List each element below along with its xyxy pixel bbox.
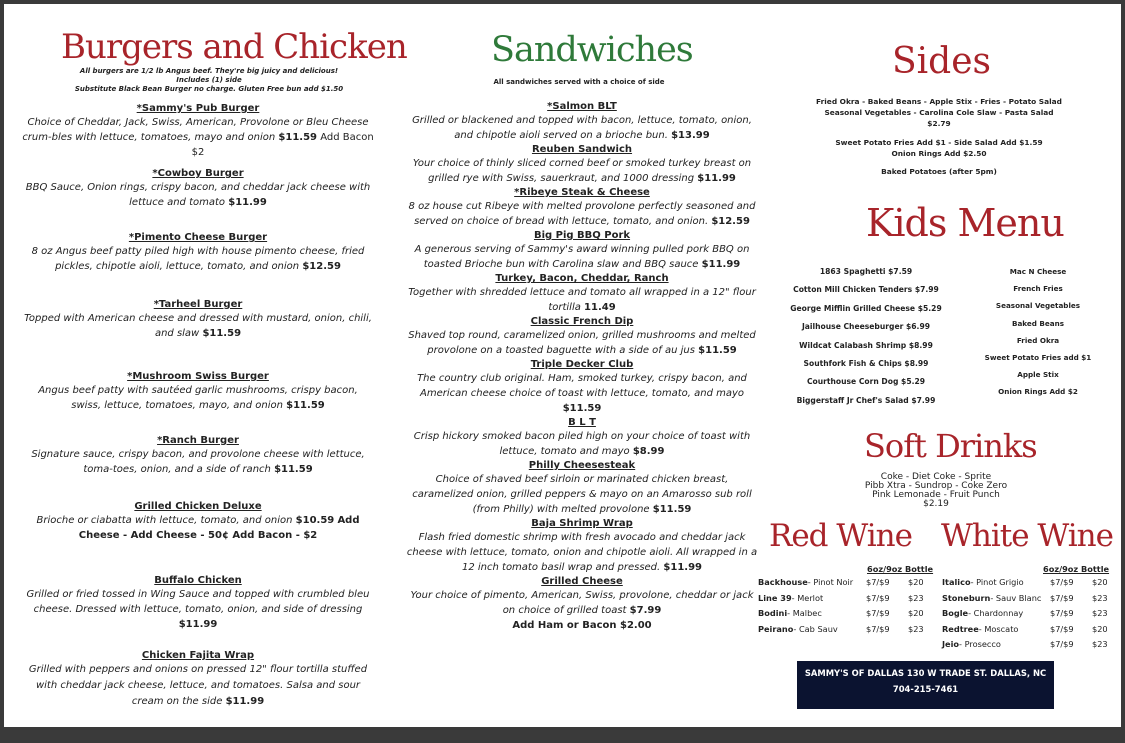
red-wine-header: 6oz/9oz Bottle (867, 564, 934, 574)
item-name: Big Pig BBQ Pork (533, 230, 631, 241)
list-item: Cotton Mill Chicken Tenders $7.99 (793, 285, 939, 295)
item-name: *Ribeye Steak & Cheese (514, 187, 650, 198)
item-name: Turkey, Bacon, Cheddar, Ranch (495, 273, 669, 284)
sides-title: Sides (892, 41, 991, 82)
item-price: $11.99 (701, 259, 741, 270)
item-price: $11.99 (178, 619, 218, 630)
item-description: Grilled with peppers and onions on pressed 12" flour tortilla stuffed with cheddar jack cheese, lettuce, and tomatoes. Salsa and sour cream on the side $11.99 (28, 664, 368, 707)
table-row: Peirano- Cab Sauv $7/$9 $23 (758, 623, 924, 634)
red-wine-table (758, 575, 926, 637)
item-price: $12.59 (711, 216, 750, 227)
item-addon: Add Bacon $2 (191, 132, 374, 158)
item-price: $11.99 (663, 562, 702, 573)
item-price: $12.59 (302, 261, 341, 272)
list-item: Jailhouse Cheeseburger $6.99 (801, 322, 931, 332)
menu-page (4, 4, 1121, 727)
item-description: Choice of Cheddar, Jack, Swiss, American, Provolone or Bleu Cheese crum-bles with lettuce, tomatoes, mayo and onion $11.59 Add Bacon $2 (22, 117, 374, 158)
white-wine-title: White Wine (941, 518, 1113, 554)
list-item: Wildcat Calabash Shrimp $8.99 (799, 340, 933, 350)
sides-list: Fried Okra - Baked Beans - Apple Stix - Fries - Potato Salad Seasonal Vegetables - Carolina Cole Slaw - Pasta Salad $2.79 (816, 97, 1062, 128)
table-row: Italico- Pinot Grigio $7/$9 $20 (942, 577, 1108, 587)
item-name: Grilled Chicken Deluxe (134, 501, 262, 512)
item-description: The country club original. Ham, smoked turkey, crispy bacon, and American cheese choice of toast with lettuce, tomato, and mayo $11.59 (417, 373, 747, 414)
menu-item (22, 231, 374, 274)
item-description: BBQ Sauce, Onion rings, crispy bacon, and cheddar jack cheese with lettuce and tomato $11.99 (25, 182, 371, 208)
item-name: Reuben Sandwich (531, 144, 633, 155)
white-wine-table (942, 575, 1110, 653)
item-price: $11.59 (278, 132, 318, 143)
item-name: Buffalo Chicken (154, 575, 242, 586)
item-description: A generous serving of Sammy's award winning pulled pork BBQ on toasted Brioche bun with Carolina slaw and BBQ sauce $11.99 (414, 244, 750, 270)
item-price: $11.99 (697, 173, 736, 184)
item-description: Flash fried domestic shrimp with fresh avocado and cheddar jack cheese with lettuce, tomato, onion and chipotle aioli. All wrapped in a 12 inch tomato basil wrap and pressed. $11.99 (406, 532, 758, 573)
table-row: Bogle- Chardonnay $7/$9 $23 (942, 608, 1108, 619)
item-name: Chicken Fajita Wrap (141, 650, 255, 661)
item-description: Crisp hickory smoked bacon piled high on your choice of toast with lettuce, tomato and mayo $8.99 (413, 431, 751, 457)
item-description: Signature sauce, crispy bacon, and provolone cheese with lettuce, toma-toes, onion, and a side of ranch $11.59 (31, 449, 365, 475)
list-item: Apple Stix (1017, 370, 1059, 380)
list-item: Sweet Potato Fries add $1 (984, 353, 1092, 363)
item-description: Grilled or blackened and topped with bacon, lettuce, tomato, onion, and chipotle aioli served on a brioche bun. $13.99 (412, 115, 752, 141)
item-description: Topped with American cheese and dressed with mustard, onion, chili, and slaw $11.59 (24, 313, 372, 339)
list-item: George Mifflin Grilled Cheese $5.29 (790, 303, 942, 313)
white-wine-header: 6oz/9oz Bottle (1043, 564, 1110, 574)
sandwich-addon: Add Ham or Bacon $2.00 (512, 620, 652, 631)
sides-baked-potatoes: Baked Potatoes (after 5pm) (881, 167, 997, 176)
sandwiches-note: All sandwiches served with a choice of side (493, 78, 665, 86)
item-description: Choice of shaved beef sirloin or marinated chicken breast, caramelized onion, grilled peppers & mayo on an Amarosso sub roll (from Philly) with melted provolone $11.59 (412, 474, 752, 515)
burgers-note: All burgers are 1/2 lb Angus beef. They're big juicy and delicious! Includes (1) side Substitute Black Bean Burger no charge. Gluten Free bun add $1.50 (74, 67, 344, 93)
item-description: 8 oz Angus beef patty piled high with house pimento cheese, fried pickles, chipotle aioli, lettuce, tomato, and onion $12.59 (31, 246, 365, 272)
item-price: $13.99 (671, 130, 710, 141)
item-price: 11.49 (584, 302, 616, 313)
item-name: Classic French Dip (530, 316, 634, 327)
item-name: *Mushroom Swiss Burger (127, 371, 269, 382)
item-description: Together with shredded lettuce and tomato all wrapped in a 12" flour tortilla 11.49 (408, 287, 756, 313)
restaurant-info-banner (797, 661, 1054, 709)
item-price: $11.59 (202, 328, 242, 339)
item-description: Brioche or ciabatta with lettuce, tomato, and onion $10.59 Add Cheese - Add Cheese - 50¢ Add Bacon - $2 (36, 515, 360, 541)
table-row: Bodini- Malbec $7/$9 $20 (758, 608, 924, 619)
restaurant-address: SAMMY'S OF DALLAS 130 W TRADE ST. DALLAS, NC (804, 668, 1047, 678)
item-description: 8 oz house cut Ribeye with melted provolone perfectly seasoned and served on choice of bread with lettuce, tomato, and onion. $12.59 (408, 201, 756, 227)
menu-item (22, 434, 374, 477)
menu-item (22, 649, 374, 710)
table-row: Backhouse- Pinot Noir $7/$9 $20 (758, 577, 924, 587)
item-description: Your choice of thinly sliced corned beef or smoked turkey breast on grilled rye with Swiss, sauerkraut, and 1000 dressing $11.99 (412, 158, 752, 184)
item-price: $11.99 (228, 197, 267, 208)
item-price: $11.59 (698, 345, 737, 356)
list-item: French Fries (1013, 284, 1063, 294)
item-name: *Salmon BLT (547, 101, 617, 112)
list-item: 1863 Spaghetti $7.59 (819, 267, 913, 276)
item-price: $11.59 (286, 400, 325, 411)
list-item: Courthouse Corn Dog $5.29 (806, 377, 926, 387)
list-item: Baked Beans (1011, 318, 1065, 328)
item-price: $8.99 (632, 446, 665, 457)
soft-drinks-title: Soft Drinks (864, 427, 1037, 465)
list-item: Mac N Cheese (1009, 267, 1067, 276)
item-price: $10.59 (295, 515, 335, 526)
menu-item (22, 500, 374, 543)
kids-menu-title: Kids Menu (866, 201, 1064, 245)
item-name: *Sammy's Pub Burger (136, 103, 260, 114)
soft-drinks-list: Coke - Diet Coke - Sprite Pibb Xtra - Sundrop - Coke Zero Pink Lemonade - Fruit Punch $2.19 (864, 472, 1008, 509)
item-price: $11.59 (562, 403, 602, 414)
item-price: $11.99 (225, 696, 265, 707)
item-name: *Tarheel Burger (153, 299, 243, 310)
item-name: Triple Decker Club (530, 359, 634, 370)
menu-item (22, 574, 374, 632)
list-item: Seasonal Vegetables (995, 301, 1081, 311)
sandwiches-title: Sandwiches (491, 30, 693, 70)
item-price: $7.99 (629, 605, 662, 616)
item-price: $11.59 (274, 464, 313, 475)
item-description: Angus beef patty with sautéed garlic mushrooms, crispy bacon, swiss, lettuce, tomatoes, mayo, and onion $11.59 (38, 385, 358, 411)
kids-entrees (776, 263, 956, 410)
item-description: Shaved top round, caramelized onion, grilled mushrooms and melted provolone on a toasted baguette with a side of au jus $11.59 (408, 330, 756, 356)
kids-sides (972, 263, 1104, 401)
item-name: Grilled Cheese (541, 576, 623, 587)
menu-item (22, 167, 374, 210)
item-name: *Cowboy Burger (152, 168, 244, 179)
item-description: Your choice of pimento, American, Swiss, provolone, cheddar or jack on choice of grilled toast $7.99 (410, 590, 754, 616)
menu-item (22, 370, 374, 413)
item-name: B L T (568, 417, 596, 428)
list-item: Southfork Fish & Chips $8.99 (803, 359, 929, 369)
restaurant-phone: 704-215-7461 (892, 684, 959, 694)
sandwiches-list (406, 100, 758, 633)
table-row: Line 39- Merlot $7/$9 $23 (758, 592, 924, 603)
item-name: *Pimento Cheese Burger (128, 232, 268, 243)
list-item: Fried Okra (1016, 335, 1060, 345)
item-price: $11.59 (652, 504, 692, 515)
menu-item (22, 298, 374, 341)
red-wine-title: Red Wine (769, 518, 912, 554)
item-name: Baja Shrimp Wrap (531, 518, 633, 529)
table-row: Jeio- Prosecco $7/$9 $23 (942, 639, 1108, 650)
item-description: Grilled or fried tossed in Wing Sauce and topped with crumbled bleu cheese. Dressed with lettuce, tomato, onion, and side of dressing $11.99 (26, 589, 370, 630)
table-row: Stoneburn- Sauv Blanc $7/$9 $23 (942, 592, 1108, 603)
item-addon: Add Cheese - Add Cheese - 50¢ Add Bacon - $2 (78, 515, 360, 541)
item-name: Philly Cheesesteak (528, 460, 636, 471)
table-row: Redtree- Moscato $7/$9 $20 (942, 623, 1108, 634)
list-item: Biggerstaff Jr Chef's Salad $7.99 (796, 395, 936, 405)
menu-item (22, 102, 374, 160)
sides-addons: Sweet Potato Fries Add $1 - Side Salad Add $1.59 Onion Rings Add $2.50 (835, 138, 1043, 158)
list-item: Onion Rings Add $2 (998, 387, 1078, 397)
item-name: *Ranch Burger (157, 435, 239, 446)
burgers-title: Burgers and Chicken (61, 27, 407, 67)
